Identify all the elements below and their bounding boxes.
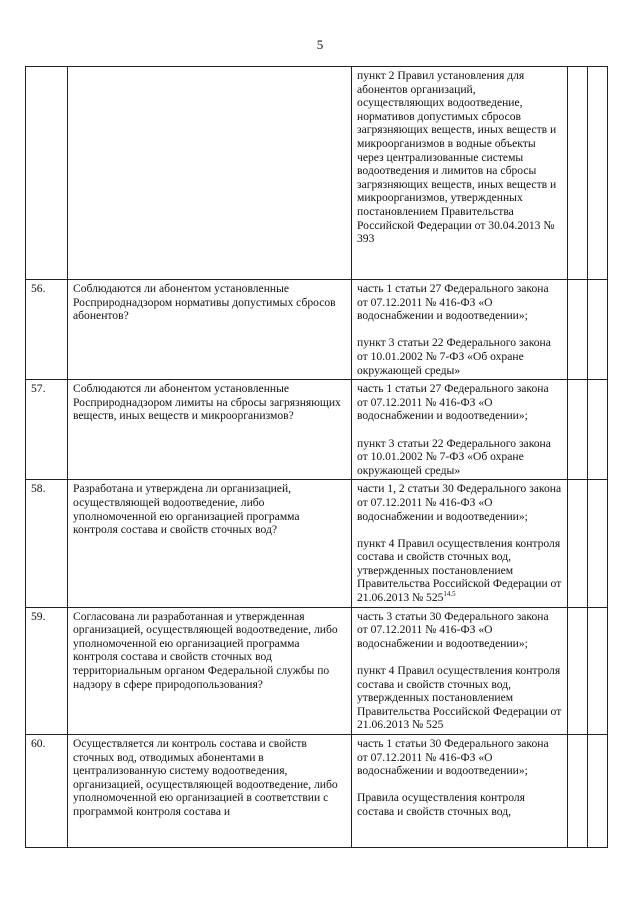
table-row [26,67,608,280]
reference-paragraph: пункт 4 Правил осуществления контроля состава и свойств сточных вод, утвержденных постановлением Правительства Российской Федерации от 21.06.2013 № 525 [357,664,562,732]
table-row [26,280,608,380]
requirement-question: Осуществляется ли контроль состава и свойств сточных вод, отводимых абонентами в централизованную систему водоотведения, организацией, осуществляющей водоотведение, либо уполномоченной ею организацией в соответствии с программой контроля состава и [73,737,338,818]
reference-paragraph: часть 1 статьи 30 Федерального закона от 07.12.2011 № 416-ФЗ «О водоснабжении и водоотведении»; [357,737,549,778]
note-cell [588,67,608,280]
legal-reference [352,607,568,734]
table-row [26,380,608,480]
table-row [26,607,608,734]
note-cell [588,735,608,848]
reference-paragraph [357,537,562,605]
row-number [26,67,68,280]
reference-paragraph: пункт 2 Правил установления для абонентов организаций, осуществляющих водоотведение, нормативов допустимых сбросов загрязняющих веществ, иных веществ и микроорганизмов в водные объекты через централизованные системы водоотведения и лимитов на сбросы загрязняющих веществ, иных веществ и микроорганизмов, утвержденных постановлением Правительства Российской Федерации от 30.04.2013 № 393 [357,69,557,246]
row-number: 58. [26,480,68,607]
reference-paragraph: часть 1 статьи 27 Федерального закона от 07.12.2011 № 416-ФЗ «О водоснабжении и водоотведении»; [357,282,549,323]
note-cell [588,380,608,480]
legal-reference [352,480,568,607]
answer-cell [568,607,588,734]
legal-reference [352,67,568,280]
requirement-question [68,67,352,280]
reference-text: пункт 4 Правил осуществления контроля состава и свойств сточных вод, утвержденных постановлением Правительства Российской Федерации от 21.06.2013 № 525 [357,536,562,605]
note-cell [588,480,608,607]
answer-cell [568,380,588,480]
reference-paragraph: пункт 3 статьи 22 Федерального закона от 10.01.2002 № 7-ФЗ «Об охране окружающей среды» [357,436,551,477]
legal-reference [352,280,568,380]
note-cell [588,280,608,380]
requirement-question: Разработана и утверждена ли организацией, осуществляющей водоотведение, либо уполномоченной ею организацией программа контроля состава и свойств сточных вод? [68,480,352,607]
reference-paragraph: Правила осуществления контроля состава и свойств сточных вод, [357,791,525,818]
requirement-question: Соблюдаются ли абонентом установленные Росприроднадзором нормативы допустимых сбросов абонентов? [68,280,352,380]
requirement-question: Согласована ли разработанная и утвержденная организацией, осуществляющей водоотведение, либо уполномоченной ею организацией программа контроля состава и свойств сточных вод территориальным органом Федеральной службы по надзору в сфере природопользования? [68,607,352,734]
requirement-question: Соблюдаются ли абонентом установленные Росприроднадзором лимиты на сбросы загрязняющих веществ, иных веществ и микроорганизмов? [68,380,352,480]
legal-reference [352,380,568,480]
requirement-question-cell [68,735,352,848]
table-row [26,480,608,607]
note-cell [588,607,608,734]
row-number: 59. [26,607,68,734]
legal-reference [352,735,568,848]
table-row [26,735,608,848]
row-number: 60. [26,735,68,848]
row-number: 57. [26,380,68,480]
footnote-marker: 14.5 [443,590,456,599]
reference-paragraph: часть 1 статьи 27 Федерального закона от 07.12.2011 № 416-ФЗ «О водоснабжении и водоотведении»; [357,382,549,423]
reference-paragraph: часть 3 статьи 30 Федерального закона от 07.12.2011 № 416-ФЗ «О водоснабжении и водоотведении»; [357,609,549,650]
answer-cell [568,67,588,280]
answer-cell [568,480,588,607]
page-number: 5 [316,37,324,52]
row-number: 56. [26,280,68,380]
reference-paragraph: пункт 3 статьи 22 Федерального закона от 10.01.2002 № 7-ФЗ «Об охране окружающей среды» [357,336,551,377]
answer-cell [568,280,588,380]
reference-paragraph: части 1, 2 статьи 30 Федерального закона от 07.12.2011 № 416-ФЗ «О водоснабжении и водоотведении»; [357,482,562,523]
checklist-table [25,66,608,848]
answer-cell [568,735,588,848]
reference-wrap [357,737,562,819]
